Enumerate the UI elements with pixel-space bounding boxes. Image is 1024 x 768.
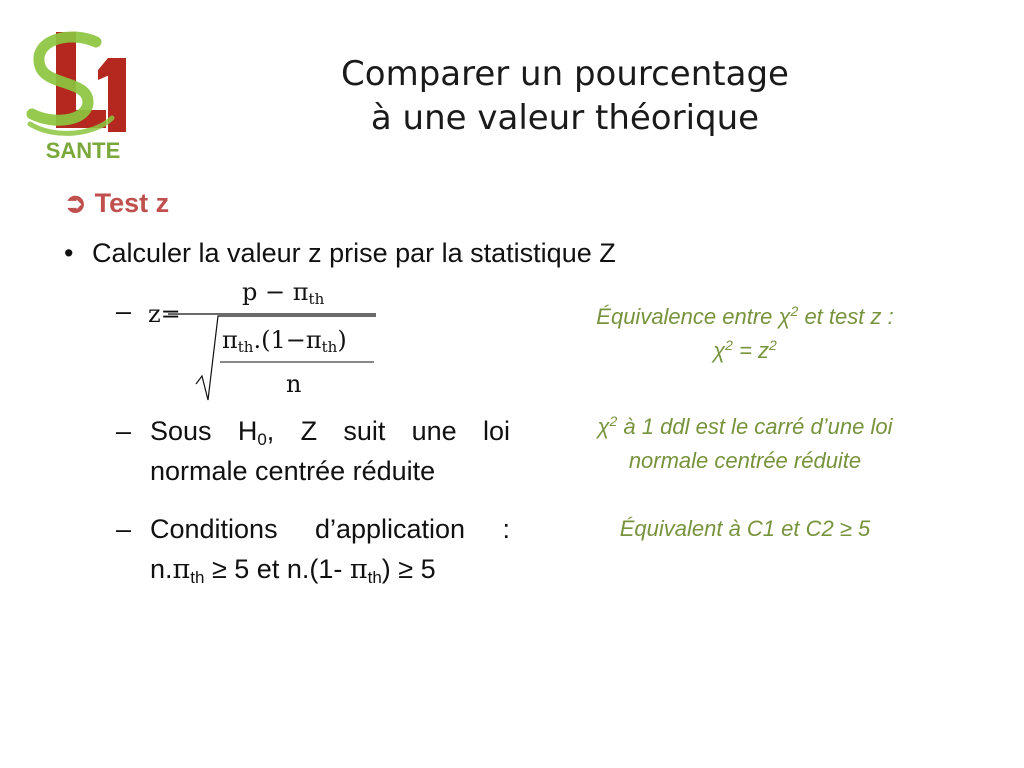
slide-title [250, 52, 880, 140]
formula-denominator-n: n [286, 370, 302, 398]
formula-numerator: $p - \pi_{th}$ [242, 278, 325, 308]
note-conditions: Équivalent à C1 et C2 ≥ 5 [619, 516, 871, 541]
formula-inner-numerator: $\pi_{th}.(1-\pi_{th})$ [222, 326, 347, 356]
note-chi2-square: $\chi^2$ à 1 ddl est le carré d’une loi normale centrée réduite [597, 413, 893, 473]
sub-item-distribution [150, 411, 510, 491]
section-heading [64, 188, 169, 219]
title-line-2: à une valeur théorique [370, 98, 760, 138]
bullet-dot-icon: • [64, 238, 74, 268]
dash-marker: – [116, 416, 132, 446]
l1-sante-logo [26, 28, 140, 164]
bullet-text: Calculer la valeur z prise par la statistique Z [92, 238, 616, 268]
dash-marker: – [116, 514, 132, 544]
logo-text: SANTE [45, 138, 121, 163]
item-line-2: $n.\pi_{th} \ge 5$ et n.(1- $\pi_{th}) \ge 5$ [150, 554, 436, 587]
note-equivalence: Équivalence entre $\chi^2$ et test z : $\chi^2 = z^2$ [596, 303, 894, 363]
title-line-1: Comparer un pourcentage [341, 54, 789, 94]
item-line: Conditions d’application : [150, 514, 510, 544]
arrow-icon: ➲ [64, 188, 87, 218]
dash-marker: – [116, 296, 132, 326]
heading-label: Test z [94, 188, 170, 218]
bullet-item [64, 238, 616, 269]
item-line-2: normale centrée réduite [150, 456, 436, 486]
logo-graphic [26, 28, 140, 164]
formula-lhs: z= [148, 300, 181, 328]
z-formula [148, 276, 388, 402]
item-line: Sous $H_0$, Z suit une loi [150, 416, 510, 449]
sub-item-conditions [150, 509, 510, 590]
